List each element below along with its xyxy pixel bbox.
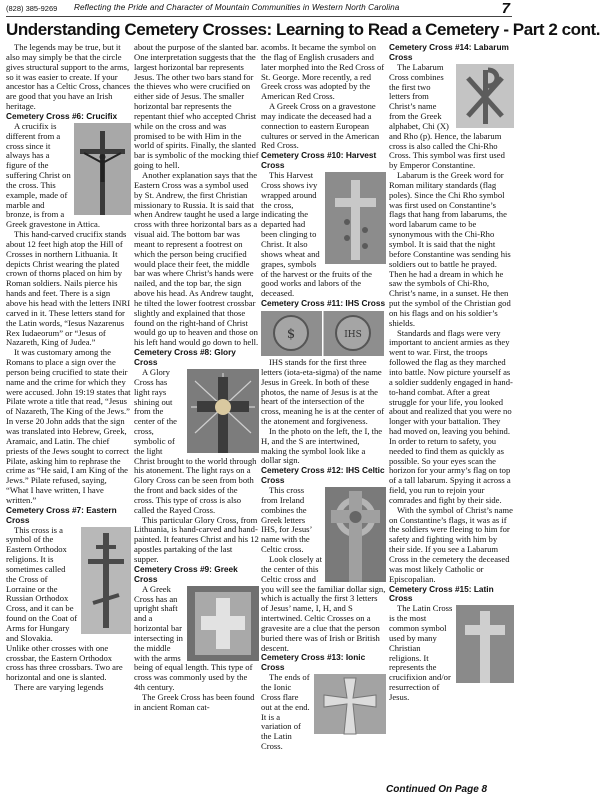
column-3 — [261, 43, 386, 795]
paragraph: about the purpose of the slanted bar. One interpretation suggests that the largest horizontal bar represents Jesus. The other two bars stand for the thieves who were crucified on either side of Jesus. The smaller horizontal bar represents the repentant thief who accepted Christ while on the cross and was promised to be with Him in the world of spirits. Finally, the slanted bar is symbolic of the mocking thief going to hell. — [134, 42, 259, 171]
paragraph: The ends of the Ionic Cross flare out at the end. It is a variation of the Latin Cross. — [261, 672, 310, 752]
paragraph: This hand-carved crucifix stands about 12 feet high atop the Hill of Crosses in northern Lithuania. It depicts Christ wearing the plated crown of thorns placed on him by Roman soldiers. Nails pierce his hands and feet. There is a sign above his head with the letters INRI carved in it. These letters stand for the Latin words, “Iesus Nazarenus Rex Iudaeorum” or “Jesus of Nazareth, King of Judea.” — [6, 229, 131, 348]
labarum-cross-photo — [456, 64, 514, 128]
latin-cross-icon — [456, 605, 514, 683]
crucifix-photo — [74, 123, 131, 215]
paragraph: This cross is a symbol of the Eastern Orthodox religions. It is sometimes called the Cross of Lorraine or the Russian Orthodox Cross, and it can be found on the Coat of Arms for Hungary and Slovakia. Unlike other crosses with one crossbar, the Eastern Orthodox cross has three crossbars. Two are horizontal and one is slanted. — [6, 524, 123, 683]
section-heading-cross-10: Cemetery Cross #10: Harvest Cross — [261, 150, 377, 171]
glory-cross-icon — [187, 369, 259, 453]
paragraph: acombs. It became the symbol on the flag of English crusaders and later morphed into the Red Cross of St. George. More recently, a red Greek cross was adopted by the American Red Cross. — [261, 42, 385, 102]
paragraph: A Glory Cross has light rays shining out from the center of the cross, symbolic of the light Christ brought to the world through his atonement. The light rays on a Glory Cross can be seen from both the front and back sides of the cross. This type of cross is also called the Rayed Cross. — [134, 366, 257, 515]
greek-cross-photo — [187, 586, 259, 661]
header-tagline: Reflecting the Pride and Character of Mountain Communities in Western North Carolina — [74, 3, 400, 12]
section-heading-cross-8: Cemetery Cross #8: Glory Cross — [134, 347, 236, 368]
ihs-medallion-icon — [261, 311, 384, 356]
eastern-cross-photo — [81, 527, 131, 634]
greek-cross-icon — [187, 586, 259, 661]
crucifix-icon — [74, 123, 131, 215]
paragraph: This cross from Ireland combines the Greek letters IHS, for Jesus’ name with the Celtic cross. — [261, 485, 312, 555]
paragraph: Another explanation says that the Eastern Cross was a symbol used by St. Andrew, the first Christian missionary to Russia. It is said that when Andrew taught he used a large cross with three horizontal bars as a visual aid. The bottom bar was meant to represent a footrest on which the person being crucified would place their feet, the middle bar was where Christ’s hands were nailed, and the top bar, the sign above his head. As Andrew taught, he tilted the lower footrest crossbar slightly and explained that those found on the right-hand of Christ would go up to heaven and those on his left hand would go down to hell. — [134, 169, 259, 348]
harvest-cross-icon — [325, 172, 386, 264]
ihs-celtic-cross-photo — [325, 487, 386, 582]
paragraph: There are varying legends — [14, 682, 104, 693]
page-number: 7 — [501, 0, 510, 17]
paragraph: The Greek Cross has been found in ancient Roman cat- — [134, 691, 255, 712]
paragraph: The legends may be true, but it also may simply be that the circle gives structural support to the arms, so it was easier to create. If your ancestor has a Celtic Cross, chances are good that you have an Irish heritage. — [6, 42, 131, 112]
harvest-cross-photo — [325, 172, 386, 264]
glory-cross-photo — [187, 369, 259, 453]
paragraph: Look closely at the center of this Celtic cross and you will see the familiar dollar sign, which is actually the first 3 letters of Jesus’ name, I, H, and S intertwined. Celtic Crosses on a gravesite are a clue that the person buried there was of Irish or British descent. — [261, 553, 386, 653]
column-1 — [6, 43, 131, 795]
latin-cross-photo — [456, 605, 514, 683]
chi-rho-icon — [456, 64, 514, 128]
column-2 — [134, 43, 259, 795]
paragraph: Labarum is the Greek word for Roman military standards (flag poles). Since the Chi Rho symbol was first used on Constantine’s flags that hang from labarums, the word labarum came to be synonymous with the Chi-Rho symbol. It is said that the night before Constantine was sending his soldiers out to battle he prayed. Then he had a dream in which he saw the symbols of Chi-Rho, Christ’s name, in a sunset. He then put the symbol of the Christian god on his flags and on his soldier’s shields. — [389, 170, 511, 328]
ihs-cross-photos — [261, 311, 384, 356]
paragraph: It was customary among the Romans to place a sign over the person being crucified to state their name and the crime for which they were accused. John 19:19 states that Pilate wrote a title that read, “Jesus of Nazareth, The King of the Jews.” In verse 20 John adds that the sign was translated into Hebrew, Greek, Aramaic, and Latin. The chief priests of the Jews sought to correct Pilate, asking him to rephrase the crime as “He said, I am King of the Jews.” Pilate refused, saying, “What I have written, I have written.” — [6, 347, 131, 505]
paragraph: In the photo on the left, the I, the H, and the S are intertwined, making the symbol look like a dollar sign. — [261, 425, 383, 466]
svg-text:$: $ — [286, 326, 296, 342]
continued-note: Continued On Page 8 — [386, 784, 488, 795]
paragraph: A Greek Cross has an upright shaft and a horizontal bar intersecting in the middle with the arms being of equal length. This type of cross was commonly used by the 4th century. — [134, 583, 253, 693]
section-heading-cross-6: Cemetery Cross #6: Crucifix — [6, 110, 118, 121]
celtic-cross-icon — [325, 487, 386, 582]
header-phone: (828) 385-9269 — [6, 4, 58, 13]
paragraph: This Harvest Cross shows ivy wrapped around the cross, indicating the departed had been clinging to Christ. It also shows wheat and grapes, symbols of the harvest or the fruits of the good works and labors of the deceased. — [261, 170, 372, 299]
eastern-cross-icon — [81, 527, 131, 634]
section-heading-cross-15: Cemetery Cross #15: Latin Cross — [389, 583, 494, 604]
section-heading-cross-7: Cemetery Cross #7: Eastern Cross — [6, 504, 117, 525]
paragraph: With the symbol of Christ’s name on Constantine’s flags, it was as if the soldiers were fleeing to him for safety and fighting with him by their side. If you see a Labarum Cross in the cemetery the deceased was most likely Catholic or Episcopalian. — [389, 504, 513, 584]
column-4 — [389, 43, 514, 795]
section-heading-cross-11: Cemetery Cross #11: IHS Cross — [261, 298, 386, 309]
svg-text:IHS: IHS — [344, 329, 362, 340]
section-heading-cross-12: Cemetery Cross #12: IHS Celtic Cross — [261, 465, 385, 486]
ionic-cross-icon — [314, 674, 386, 734]
article-title: Understanding Cemetery Crosses: Learning to Read a Cemetery - Part 2 cont. — [6, 20, 600, 39]
section-heading-cross-9: Cemetery Cross #9: Greek Cross — [134, 563, 238, 584]
page-header — [6, 0, 512, 17]
section-heading-cross-14: Cemetery Cross #14: Labarum Cross — [389, 42, 509, 62]
paragraph: IHS stands for the first three letters (iota-eta-sigma) of the name Jesus in Greek. In both of these photos, the name of Jesus is at the heart of the intersection of the cross, meaning he is at the center of the atonement and forgiveness. — [261, 356, 385, 427]
section-heading-cross-13: Cemetery Cross #13: Ionic Cross — [261, 652, 366, 673]
paragraph: The Latin Cross is the most common symbol used by many Christian religions. It represents the crucifixion and/or resurrection of Jesus. — [389, 603, 453, 702]
ionic-cross-photo — [314, 674, 386, 734]
paragraph: The Labarum Cross combines the first two letters from Christ’s name from the Greek alphabet, Chi (X) and Rho (p). Hence, the labarum cross is also called the Chi-Rho Cross. This symbol was first used by Emperor Constantine. — [389, 61, 505, 171]
paragraph: A Greek Cross on a gravestone may indicate the deceased had a connection to eastern European cultures or served in the American Red Cross. — [261, 101, 380, 151]
paragraph: Standards and flags were very important to ancient armies as they went to war. First, the troops followed the flag as they marched into battle. Now picture yourself as a soldier suddenly engaged in hand-to-hand combat. After a great struggle for your life, you looked about and realized that you were no longer with your battalion. They had moved on, leaving you behind. In order to return to safety, you needed to find them as quickly as possible. So your eyes scan the horizon for your army’s flag on top of a tall labarum. Spying it across a field, you run to rejoin your comrades and fight by their side. — [389, 327, 513, 505]
paragraph: This particular Glory Cross, from Lithuania, is hand-carved and hand-painted. It features Christ and his 12 apostles partaking of the last supper. — [134, 514, 259, 564]
paragraph: A crucifix is different from a cross since it always has a figure of the suffering Christ on the cross. This example, made of marble and bronze, is from a Greek gravestone in Attica. — [6, 120, 101, 230]
